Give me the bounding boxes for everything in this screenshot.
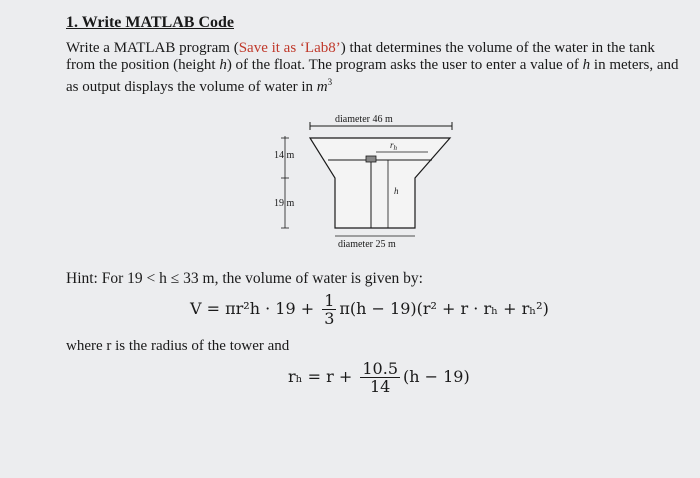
rh-fraction-den: 14 — [370, 377, 391, 396]
float — [366, 156, 376, 162]
rh-formula-rhs: (h − 19) — [403, 367, 470, 386]
rh-formula-lhs: rₕ = r + — [288, 367, 358, 386]
where-text: where r is the radius of the tower and — [66, 338, 290, 354]
volume-formula-lhs: V = πr²h · 19 + — [190, 299, 320, 318]
var-h-2: h — [582, 57, 591, 73]
statement-part4: in meters, and as output displays the volume of water in — [66, 57, 679, 95]
save-as-note: Save it as ‘Lab8’ — [238, 40, 341, 56]
bottom-diameter-label: diameter 25 m — [338, 239, 396, 250]
volume-fraction-den: 3 — [324, 309, 335, 328]
statement-part2: ) that determines the volume of the water in the tank from the position (height — [66, 40, 655, 73]
hint-text: Hint: For 19 < h ≤ 33 m, the volume of water is given by: — [66, 270, 423, 287]
top-diameter-label: diameter 46 m — [335, 114, 393, 125]
var-h: h — [219, 57, 227, 73]
section-heading: 1. Write MATLAB Code — [66, 14, 234, 31]
tank-diagram — [240, 108, 460, 256]
height-bottom-label: 19 m — [274, 198, 295, 209]
volume-formula — [190, 292, 549, 327]
problem-statement — [66, 40, 686, 96]
unit-m: m — [316, 79, 328, 95]
rh-label-sub: h — [393, 144, 398, 152]
volume-fraction — [322, 292, 336, 327]
h-label: h — [394, 186, 399, 196]
height-top-label: 14 m — [274, 150, 295, 161]
volume-fraction-num: 1 — [324, 291, 335, 310]
rh-formula — [288, 360, 470, 395]
statement-part3: ) of the float. The program asks the user to enter a value of — [226, 57, 583, 73]
statement-part1: Write a MATLAB program ( — [66, 40, 239, 56]
unit-exponent: 3 — [327, 77, 333, 87]
rh-label-r: r — [390, 140, 394, 150]
tank-outline — [310, 138, 450, 228]
volume-formula-rhs: π(h − 19)(r² + r · rₕ + rₕ²) — [339, 299, 549, 318]
rh-fraction-num: 10.5 — [362, 359, 398, 378]
rh-fraction — [360, 360, 400, 395]
